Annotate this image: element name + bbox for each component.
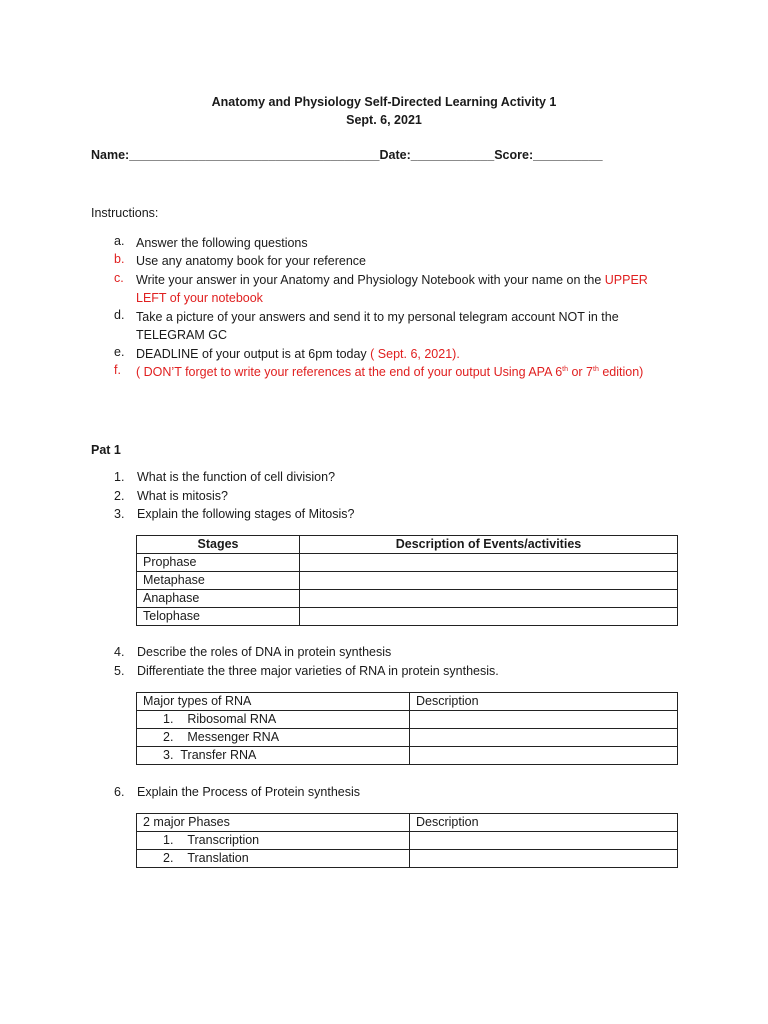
stage-cell: Anaphase — [137, 590, 300, 608]
instruction-marker: d. — [114, 308, 125, 322]
question-number: 5. — [114, 664, 125, 678]
instruction-item: Take a picture of your answers and send it to my personal telegram account NOT in the TELEGRAM GC — [136, 310, 619, 342]
instruction-item: DEADLINE of your output is at 6pm today ( Sept. 6, 2021). — [136, 347, 460, 361]
table-header: Description of Events/activities — [300, 536, 678, 554]
description-cell[interactable] — [410, 729, 678, 747]
phase-cell: 1. Transcription — [137, 832, 410, 850]
table-row — [137, 711, 678, 729]
date-label: Date: — [379, 148, 411, 162]
instruction-item: ( DON’T forget to write your references at the end of your output Using APA 6th or 7th edition) — [136, 365, 644, 379]
instruction-item: Write your answer in your Anatomy and Physiology Notebook with your name on the UPPER LEFT of your notebook — [136, 273, 648, 305]
mitosis-stages-table — [136, 535, 678, 626]
instruction-marker: a. — [114, 234, 125, 248]
rna-cell: 3. Transfer RNA — [137, 747, 410, 765]
table-header: Stages — [137, 536, 300, 554]
name-blank: ____________________________________ — [129, 148, 380, 162]
description-cell[interactable] — [300, 608, 678, 626]
part-heading: Pat 1 — [91, 443, 121, 457]
question-number: 1. — [114, 470, 125, 484]
question-text: Explain the following stages of Mitosis? — [137, 507, 355, 521]
table-row — [137, 850, 678, 868]
instruction-highlight: ( Sept. 6, 2021). — [370, 347, 460, 361]
table-header: Description — [410, 693, 678, 711]
instruction-marker: c. — [114, 271, 124, 285]
description-cell[interactable] — [410, 832, 678, 850]
stage-cell: Prophase — [137, 554, 300, 572]
score-blank: __________ — [533, 148, 603, 162]
phase-cell: 2. Translation — [137, 850, 410, 868]
rna-cell: 2. Messenger RNA — [137, 729, 410, 747]
description-cell[interactable] — [300, 572, 678, 590]
stage-cell: Metaphase — [137, 572, 300, 590]
rna-cell: 1. Ribosomal RNA — [137, 711, 410, 729]
question-text: What is the function of cell division? — [137, 470, 336, 484]
protein-synthesis-table — [136, 813, 678, 868]
question-text: Differentiate the three major varieties of RNA in protein synthesis. — [137, 664, 499, 678]
document-date: Sept. 6, 2021 — [346, 113, 422, 127]
question-number: 2. — [114, 489, 125, 503]
description-cell[interactable] — [410, 850, 678, 868]
table-row — [137, 554, 678, 572]
question-text: What is mitosis? — [137, 489, 228, 503]
instructions-heading: Instructions: — [91, 206, 159, 220]
date-blank: ____________ — [410, 148, 495, 162]
description-cell[interactable] — [410, 747, 678, 765]
table-row — [137, 729, 678, 747]
table-header: Description — [410, 814, 678, 832]
rna-types-table — [136, 692, 678, 765]
instruction-marker: e. — [114, 345, 125, 359]
description-cell[interactable] — [300, 590, 678, 608]
instruction-item: Use any anatomy book for your reference — [136, 254, 366, 268]
table-row — [137, 747, 678, 765]
table-header: 2 major Phases — [137, 814, 410, 832]
question-number: 4. — [114, 645, 125, 659]
score-label: Score: — [494, 148, 534, 162]
instruction-marker: f. — [114, 363, 121, 377]
question-text: Explain the Process of Protein synthesis — [137, 785, 361, 799]
instruction-marker: b. — [114, 252, 125, 266]
instruction-item: Answer the following questions — [136, 236, 308, 250]
table-row — [137, 608, 678, 626]
table-row — [137, 572, 678, 590]
description-cell[interactable] — [410, 711, 678, 729]
table-row — [137, 832, 678, 850]
name-label: Name: — [91, 148, 130, 162]
document-title: Anatomy and Physiology Self-Directed Learning Activity 1 — [211, 95, 557, 109]
question-number: 6. — [114, 785, 125, 799]
table-header: Major types of RNA — [137, 693, 410, 711]
question-text: Describe the roles of DNA in protein synthesis — [137, 645, 392, 659]
description-cell[interactable] — [300, 554, 678, 572]
stage-cell: Telophase — [137, 608, 300, 626]
fields-line — [91, 148, 603, 162]
table-row — [137, 590, 678, 608]
instruction-highlight: UPPER LEFT of your notebook — [136, 273, 648, 305]
question-number: 3. — [114, 507, 125, 521]
